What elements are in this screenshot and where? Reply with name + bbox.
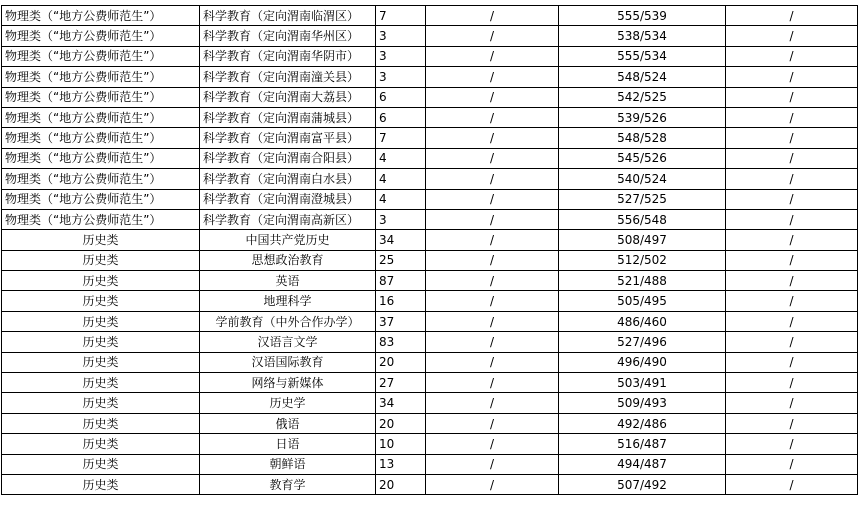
major-cell: 日语 — [200, 434, 376, 454]
empty-value-cell: / — [726, 46, 858, 66]
major-cell: 朝鲜语 — [200, 454, 376, 474]
category-cell: 物理类（“地方公费师范生”） — [2, 148, 200, 168]
category-cell: 历史类 — [2, 393, 200, 413]
major-cell: 科学教育（定向渭南临渭区） — [200, 6, 376, 26]
major-cell: 教育学 — [200, 474, 376, 494]
plan-count-cell: 13 — [376, 454, 426, 474]
category-cell: 物理类（“地方公费师范生”） — [2, 87, 200, 107]
major-cell: 历史学 — [200, 393, 376, 413]
table-row — [2, 373, 858, 393]
major-cell: 汉语国际教育 — [200, 352, 376, 372]
category-cell: 历史类 — [2, 474, 200, 494]
category-cell: 历史类 — [2, 311, 200, 331]
empty-value-cell: / — [726, 67, 858, 87]
category-cell: 历史类 — [2, 434, 200, 454]
major-cell: 汉语言文学 — [200, 332, 376, 352]
empty-value-cell: / — [726, 311, 858, 331]
category-cell: 物理类（“地方公费师范生”） — [2, 67, 200, 87]
table-row — [2, 26, 858, 46]
table-row — [2, 311, 858, 331]
table-row — [2, 230, 858, 250]
empty-value-cell: / — [726, 474, 858, 494]
score-cell: 539/526 — [559, 107, 726, 127]
table-row — [2, 413, 858, 433]
empty-value-cell: / — [426, 454, 559, 474]
empty-value-cell: / — [726, 373, 858, 393]
table-row — [2, 474, 858, 494]
major-cell: 俄语 — [200, 413, 376, 433]
category-cell: 物理类（“地方公费师范生”） — [2, 6, 200, 26]
plan-count-cell: 34 — [376, 393, 426, 413]
plan-count-cell: 6 — [376, 107, 426, 127]
score-cell: 545/526 — [559, 148, 726, 168]
score-cell: 507/492 — [559, 474, 726, 494]
plan-count-cell: 4 — [376, 148, 426, 168]
major-cell: 科学教育（定向渭南潼关县） — [200, 67, 376, 87]
empty-value-cell: / — [726, 332, 858, 352]
table-row — [2, 46, 858, 66]
score-cell: 540/524 — [559, 169, 726, 189]
table-row — [2, 352, 858, 372]
table-row — [2, 250, 858, 270]
empty-value-cell: / — [426, 230, 559, 250]
category-cell: 物理类（“地方公费师范生”） — [2, 189, 200, 209]
score-cell: 555/539 — [559, 6, 726, 26]
score-cell: 486/460 — [559, 311, 726, 331]
empty-value-cell: / — [426, 393, 559, 413]
table-row — [2, 87, 858, 107]
empty-value-cell: / — [726, 291, 858, 311]
plan-count-cell: 7 — [376, 128, 426, 148]
empty-value-cell: / — [426, 250, 559, 270]
score-cell: 492/486 — [559, 413, 726, 433]
table-row — [2, 332, 858, 352]
plan-count-cell: 4 — [376, 169, 426, 189]
category-cell: 历史类 — [2, 413, 200, 433]
major-cell: 学前教育（中外合作办学） — [200, 311, 376, 331]
plan-count-cell: 3 — [376, 26, 426, 46]
empty-value-cell: / — [726, 271, 858, 291]
category-cell: 物理类（“地方公费师范生”） — [2, 46, 200, 66]
major-cell: 中国共产党历史 — [200, 230, 376, 250]
table-row — [2, 291, 858, 311]
empty-value-cell: / — [726, 434, 858, 454]
score-cell: 496/490 — [559, 352, 726, 372]
score-cell: 548/528 — [559, 128, 726, 148]
empty-value-cell: / — [726, 189, 858, 209]
major-cell: 科学教育（定向渭南合阳县） — [200, 148, 376, 168]
plan-count-cell: 20 — [376, 474, 426, 494]
empty-value-cell: / — [426, 189, 559, 209]
major-cell: 科学教育（定向渭南大荔县） — [200, 87, 376, 107]
major-cell: 科学教育（定向渭南高新区） — [200, 209, 376, 229]
category-cell: 物理类（“地方公费师范生”） — [2, 169, 200, 189]
category-cell: 物理类（“地方公费师范生”） — [2, 107, 200, 127]
empty-value-cell: / — [426, 373, 559, 393]
plan-count-cell: 34 — [376, 230, 426, 250]
score-cell: 556/548 — [559, 209, 726, 229]
empty-value-cell: / — [426, 434, 559, 454]
empty-value-cell: / — [426, 87, 559, 107]
table-body — [2, 6, 858, 495]
score-cell: 494/487 — [559, 454, 726, 474]
plan-count-cell: 4 — [376, 189, 426, 209]
category-cell: 物理类（“地方公费师范生”） — [2, 26, 200, 46]
empty-value-cell: / — [426, 128, 559, 148]
score-cell: 516/487 — [559, 434, 726, 454]
category-cell: 历史类 — [2, 352, 200, 372]
score-cell: 503/491 — [559, 373, 726, 393]
admissions-table — [1, 5, 858, 495]
score-cell: 548/524 — [559, 67, 726, 87]
major-cell: 英语 — [200, 271, 376, 291]
category-cell: 物理类（“地方公费师范生”） — [2, 209, 200, 229]
table-row — [2, 271, 858, 291]
empty-value-cell: / — [726, 128, 858, 148]
major-cell: 网络与新媒体 — [200, 373, 376, 393]
category-cell: 物理类（“地方公费师范生”） — [2, 128, 200, 148]
category-cell: 历史类 — [2, 230, 200, 250]
empty-value-cell: / — [426, 271, 559, 291]
plan-count-cell: 7 — [376, 6, 426, 26]
category-cell: 历史类 — [2, 291, 200, 311]
table-row — [2, 6, 858, 26]
plan-count-cell: 3 — [376, 67, 426, 87]
empty-value-cell: / — [426, 6, 559, 26]
score-cell: 509/493 — [559, 393, 726, 413]
major-cell: 科学教育（定向渭南蒲城县） — [200, 107, 376, 127]
major-cell: 科学教育（定向渭南华阴市） — [200, 46, 376, 66]
empty-value-cell: / — [426, 332, 559, 352]
category-cell: 历史类 — [2, 250, 200, 270]
score-cell: 512/502 — [559, 250, 726, 270]
empty-value-cell: / — [426, 26, 559, 46]
empty-value-cell: / — [426, 474, 559, 494]
score-cell: 521/488 — [559, 271, 726, 291]
score-cell: 555/534 — [559, 46, 726, 66]
empty-value-cell: / — [426, 413, 559, 433]
table-row — [2, 148, 858, 168]
empty-value-cell: / — [726, 148, 858, 168]
empty-value-cell: / — [426, 209, 559, 229]
table-row — [2, 209, 858, 229]
plan-count-cell: 83 — [376, 332, 426, 352]
table-row — [2, 67, 858, 87]
empty-value-cell: / — [426, 352, 559, 372]
empty-value-cell: / — [726, 6, 858, 26]
score-cell: 538/534 — [559, 26, 726, 46]
category-cell: 历史类 — [2, 373, 200, 393]
table-row — [2, 107, 858, 127]
score-cell: 505/495 — [559, 291, 726, 311]
empty-value-cell: / — [426, 291, 559, 311]
empty-value-cell: / — [426, 107, 559, 127]
plan-count-cell: 3 — [376, 209, 426, 229]
empty-value-cell: / — [726, 352, 858, 372]
empty-value-cell: / — [726, 209, 858, 229]
score-cell: 527/496 — [559, 332, 726, 352]
table-row — [2, 169, 858, 189]
empty-value-cell: / — [726, 230, 858, 250]
plan-count-cell: 37 — [376, 311, 426, 331]
plan-count-cell: 16 — [376, 291, 426, 311]
empty-value-cell: / — [726, 107, 858, 127]
table-row — [2, 393, 858, 413]
plan-count-cell: 20 — [376, 352, 426, 372]
empty-value-cell: / — [726, 250, 858, 270]
category-cell: 历史类 — [2, 454, 200, 474]
category-cell: 历史类 — [2, 332, 200, 352]
plan-count-cell: 87 — [376, 271, 426, 291]
major-cell: 科学教育（定向渭南澄城县） — [200, 189, 376, 209]
empty-value-cell: / — [726, 87, 858, 107]
plan-count-cell: 25 — [376, 250, 426, 270]
major-cell: 科学教育（定向渭南富平县） — [200, 128, 376, 148]
plan-count-cell: 3 — [376, 46, 426, 66]
empty-value-cell: / — [426, 46, 559, 66]
score-cell: 542/525 — [559, 87, 726, 107]
empty-value-cell: / — [726, 413, 858, 433]
empty-value-cell: / — [726, 26, 858, 46]
empty-value-cell: / — [426, 67, 559, 87]
major-cell: 地理科学 — [200, 291, 376, 311]
table-row — [2, 128, 858, 148]
plan-count-cell: 20 — [376, 413, 426, 433]
category-cell: 历史类 — [2, 271, 200, 291]
empty-value-cell: / — [426, 148, 559, 168]
plan-count-cell: 10 — [376, 434, 426, 454]
table-row — [2, 434, 858, 454]
major-cell: 科学教育（定向渭南华州区） — [200, 26, 376, 46]
score-cell: 527/525 — [559, 189, 726, 209]
plan-count-cell: 27 — [376, 373, 426, 393]
table-row — [2, 189, 858, 209]
empty-value-cell: / — [726, 393, 858, 413]
major-cell: 思想政治教育 — [200, 250, 376, 270]
major-cell: 科学教育（定向渭南白水县） — [200, 169, 376, 189]
plan-count-cell: 6 — [376, 87, 426, 107]
empty-value-cell: / — [426, 311, 559, 331]
empty-value-cell: / — [726, 454, 858, 474]
empty-value-cell: / — [726, 169, 858, 189]
empty-value-cell: / — [426, 169, 559, 189]
score-cell: 508/497 — [559, 230, 726, 250]
table-row — [2, 454, 858, 474]
